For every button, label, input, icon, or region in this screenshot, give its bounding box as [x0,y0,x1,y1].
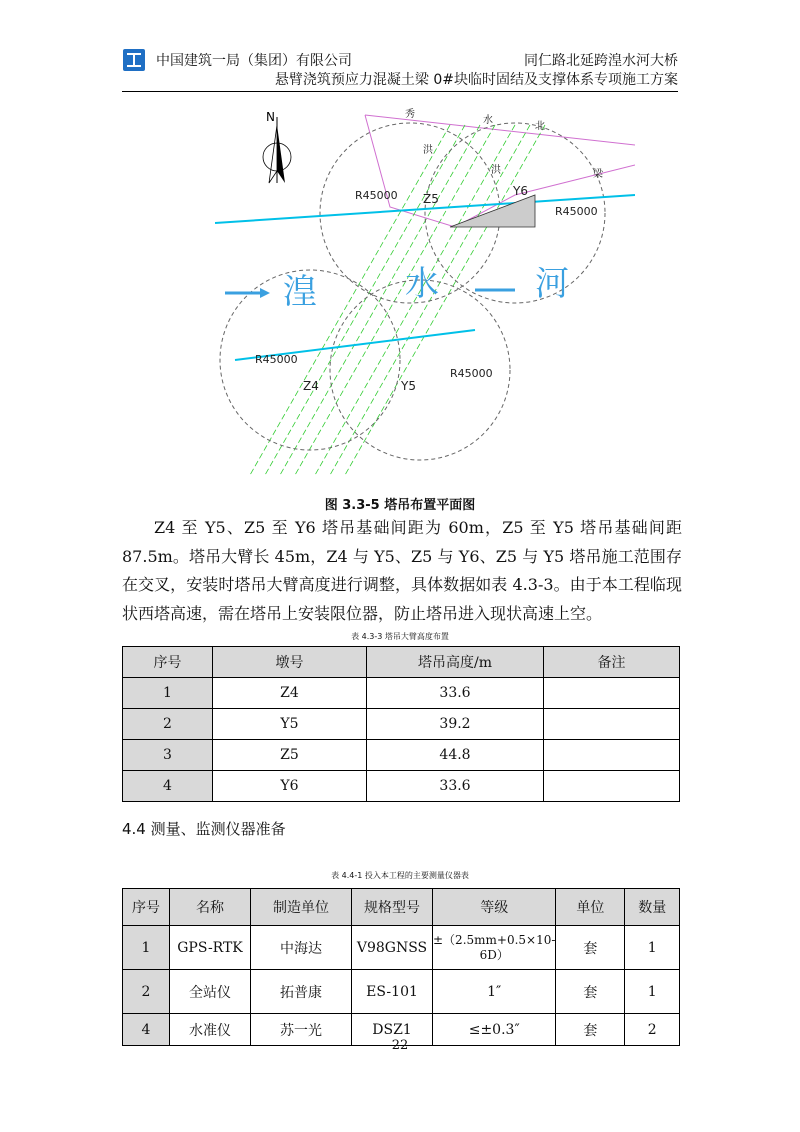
table-header: 墩号 [213,647,367,678]
map-label: 洪 [491,165,501,176]
table2-caption: 表 4.4-1 投入本工程的主要测量仪器表 [331,871,469,880]
company-logo [123,49,145,71]
table-row: 2 全站仪 拓普康 ES-101 1″ 套 1 [123,970,680,1014]
crane-label: Z5 [423,192,439,206]
map-label: 北 [535,121,545,132]
river-name-char: 水 [405,264,439,304]
survey-instrument-table [122,888,680,1046]
header-company: 中国建筑一局（集团）有限公司 [156,53,352,69]
table-header: 数量 [625,889,680,926]
table-header: 序号 [123,647,213,678]
north-label: N [266,110,275,124]
map-label: 秀 [405,109,415,120]
map-label: 梁 [593,169,603,180]
table-header: 等级 [433,889,556,926]
figure-caption: 图 3.3-5 塔吊布置平面图 [324,498,476,513]
header-doc-title: 悬臂浇筑预应力混凝土梁 0#块临时固结及支撑体系专项施工方案 [274,72,678,88]
tower-crane-layout-figure [215,95,635,485]
river-name-char: 河 [535,264,569,304]
radius-label: R45000 [555,205,598,218]
table-row: 1 GPS-RTK 中海达 V98GNSS ±（2.5mm+0.5×10-6D） 套 1 [123,926,680,970]
paragraph-text: Z4 至 Y5、Z5 至 Y6 塔吊基础间距为 60m，Z5 至 Y5 塔吊基础间距 87.5m。塔吊大臂长 45m，Z4 与 Y5、Z5 与 Y6、Z5 与 Y5 塔吊施工范围存在交叉，安装时塔吊大臂高度进行调整，具体数据如表 4.3-3。由于本工程临现状西塔高速，需在塔吊上安装限位器，防止塔吊进入现状高速上空。 [122,518,682,623]
body-paragraph [122,514,682,628]
riverbank-fill [450,195,535,227]
north-arrow [263,110,291,183]
table-header: 单位 [556,889,625,926]
crane-label: Z4 [303,379,319,393]
header-project: 同仁路北延跨湟水河大桥 [524,53,678,69]
radius-label: R45000 [255,353,298,366]
section-title: 4.4 测量、监测仪器准备 [122,820,286,838]
radius-label: R45000 [355,189,398,202]
table-row: 4 水准仪 苏一光 DSZ1 ≤±0.3″ 套 2 [123,1014,680,1046]
table-row: 4 Y6 33.6 [123,771,680,802]
crane-label: Y6 [513,184,528,198]
table-header: 规格型号 [352,889,433,926]
table-header: 序号 [123,889,170,926]
table-header: 塔吊高度/m [367,647,544,678]
table-row: 2 Y5 39.2 [123,709,680,740]
river-name-char: 湟 [283,272,317,312]
table-header: 制造单位 [251,889,352,926]
crane-height-table [122,646,680,802]
table-header: 名称 [170,889,251,926]
table-row: 3 Z5 44.8 [123,740,680,771]
table-row: 1 Z4 33.6 [123,678,680,709]
map-label: 水 [483,115,493,126]
page-number: 22 [391,1038,409,1053]
table1-caption: 表 4.3-3 塔吊大臂高度布置 [351,632,449,641]
table-header: 备注 [544,647,680,678]
crane-label: Y5 [401,379,416,393]
map-label: 洪 [423,145,433,156]
radius-label: R45000 [450,367,493,380]
header-rule [122,91,678,92]
